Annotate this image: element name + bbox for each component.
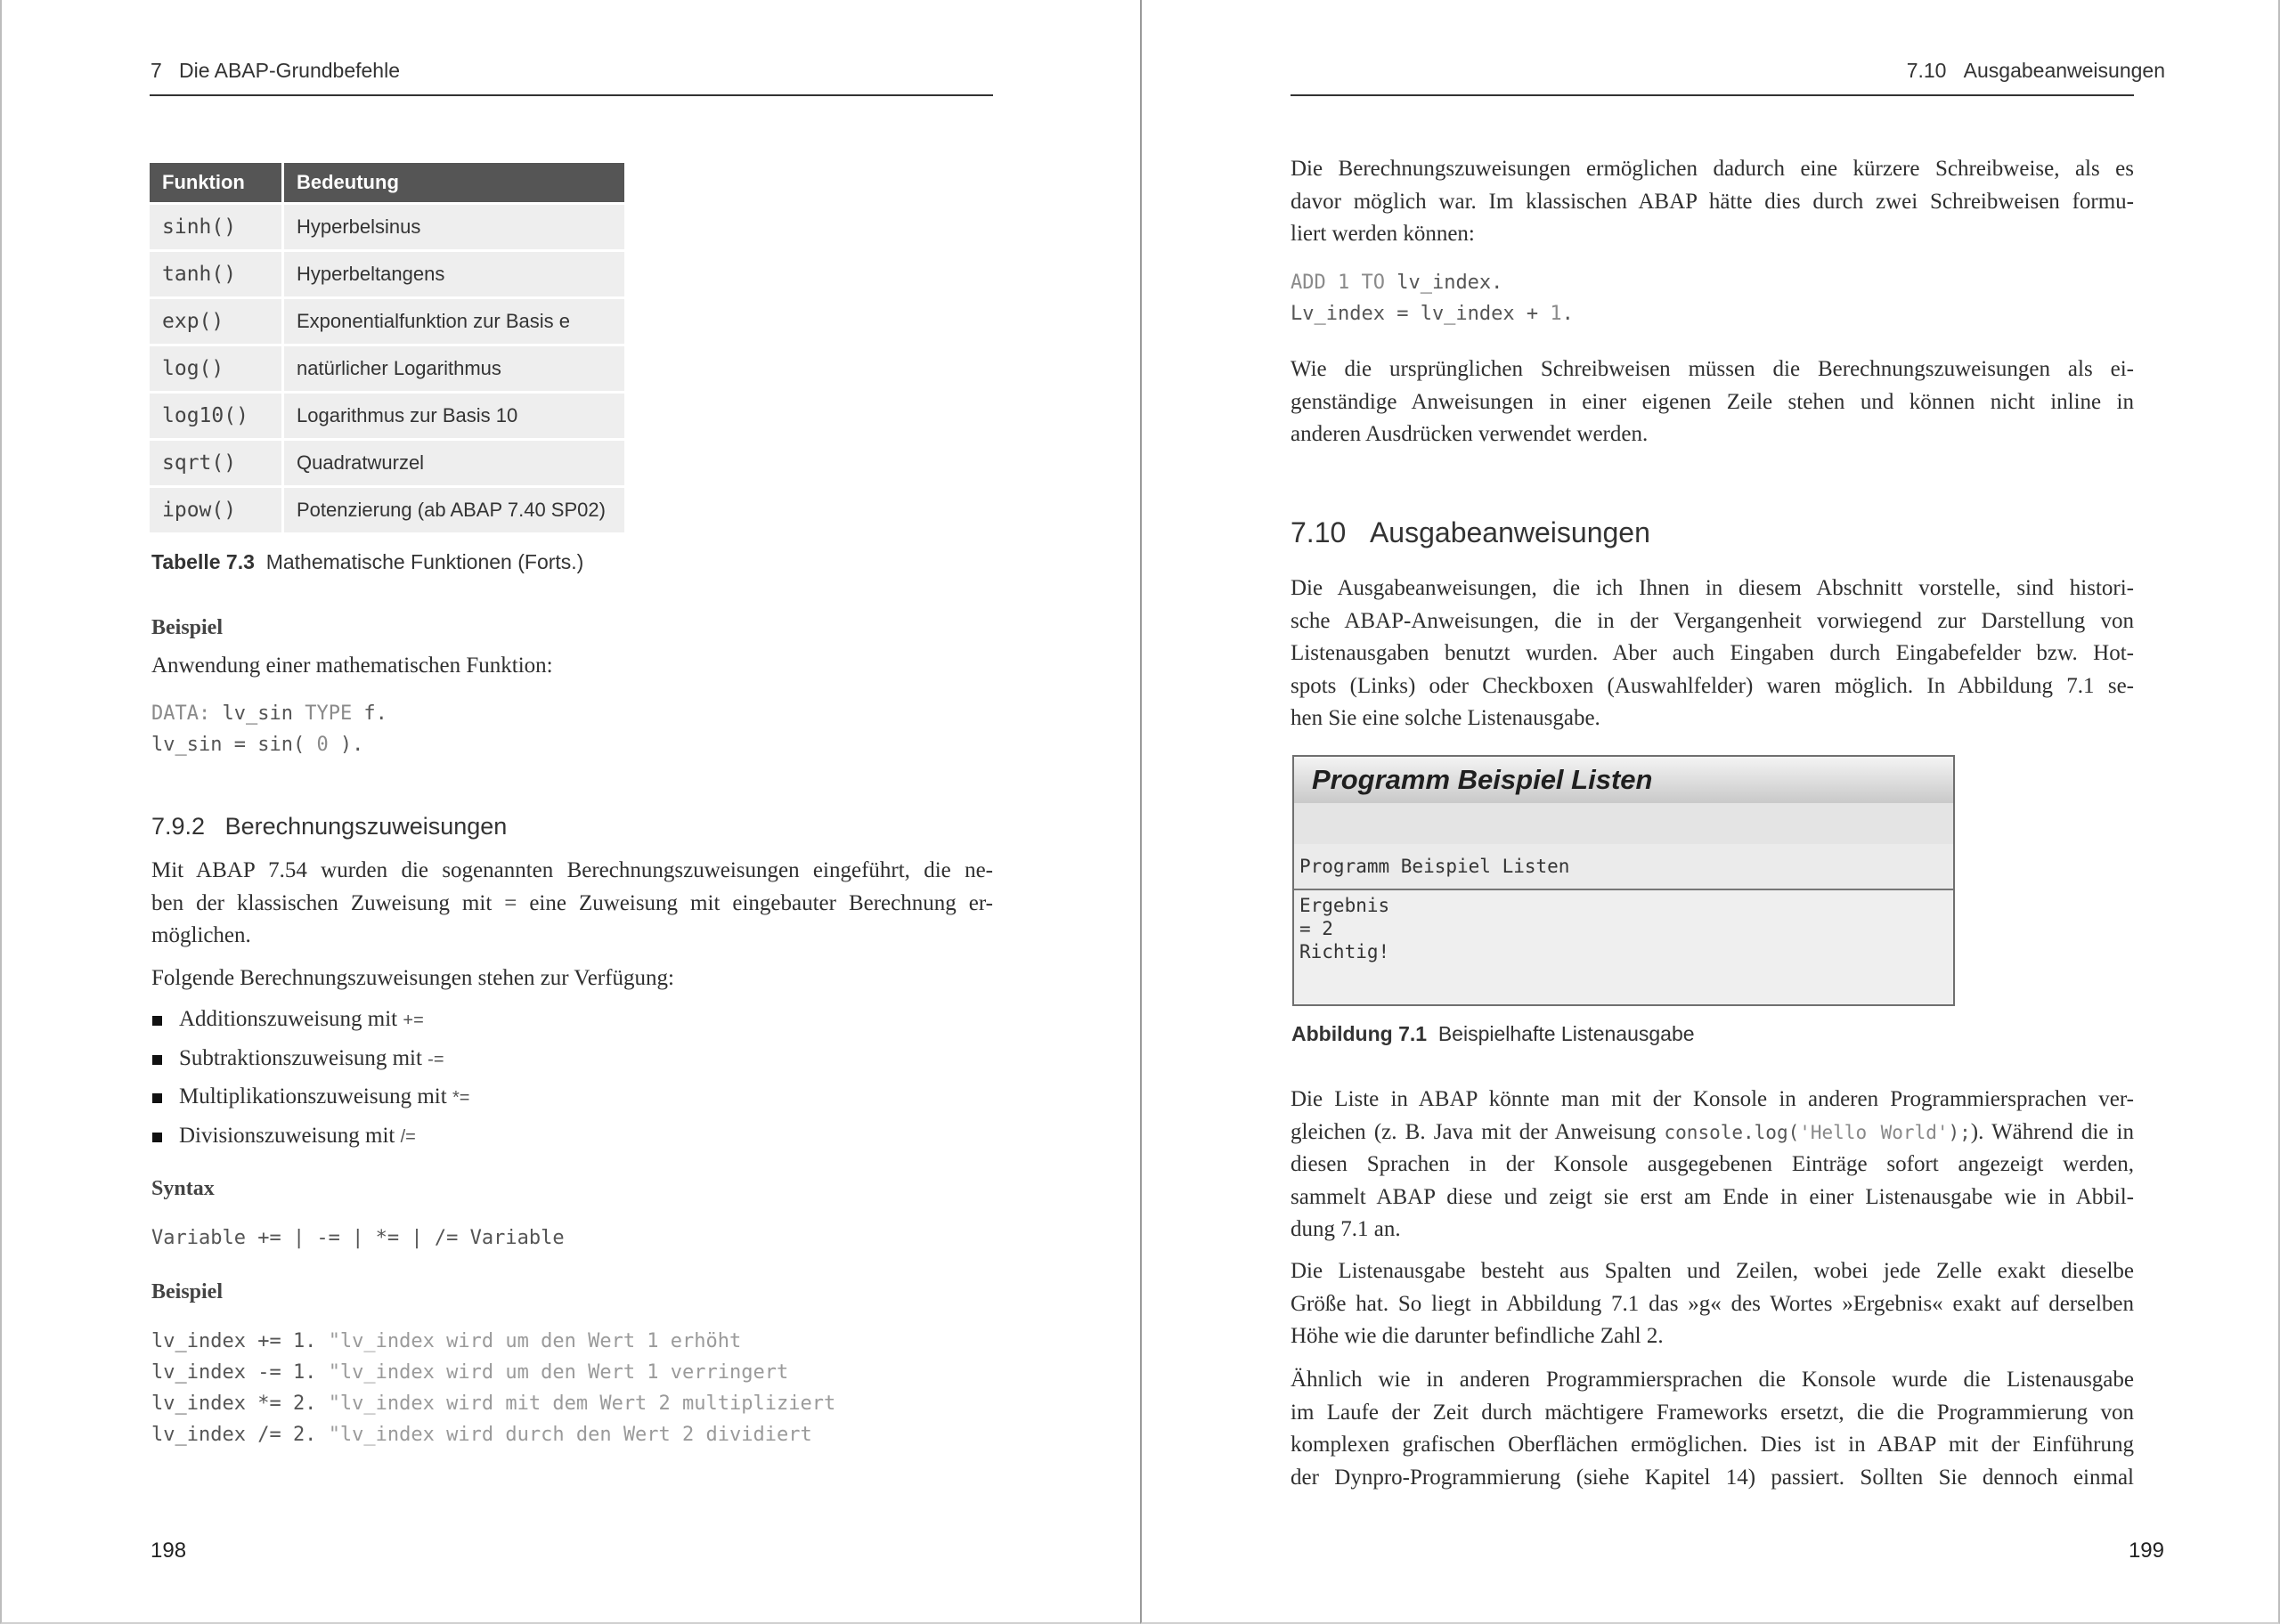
table-row — [150, 299, 624, 344]
text-line: im Laufe der Zeit durch mächtigere Frameworks ersetzt, die die Programmierung von — [1291, 1400, 2134, 1425]
code-line — [151, 1388, 835, 1419]
syntax-heading: Syntax — [151, 1177, 215, 1200]
list-item — [151, 1007, 469, 1046]
inline-code-text: console.log( — [1664, 1121, 1800, 1143]
chapter-title: Die ABAP-Grundbefehle — [178, 59, 401, 82]
example2-heading: Beispiel — [151, 1280, 224, 1303]
code-text: f. — [352, 702, 387, 725]
text-line: genständige Anweisungen in einer eigenen Zeile stehen und können nicht inline in — [1291, 389, 2134, 414]
paragraph-3 — [1291, 572, 2134, 735]
code-text: lv_index *= 2. — [151, 1393, 329, 1415]
code-line — [151, 1357, 835, 1388]
table-row — [150, 441, 624, 485]
section-heading-7-10 — [1291, 516, 1650, 549]
running-head-left — [151, 59, 400, 83]
text-line: Wie die ursprünglichen Schreibweisen müssen die Berechnungszuweisungen als ei- — [1291, 357, 2134, 381]
inline-code-text: ); — [1948, 1121, 1971, 1143]
table-header-cell: Bedeutung — [284, 163, 624, 202]
table-header-row — [150, 163, 624, 202]
section-number: 7.10 — [1291, 516, 1347, 548]
table-cell: log10() — [150, 394, 281, 438]
section-number: 7.9.2 — [151, 813, 206, 840]
figure-toolbar-band — [1294, 803, 1953, 845]
table-row — [150, 488, 624, 532]
table-cell: Exponentialfunktion zur Basis e — [284, 299, 624, 344]
example-intro-text: Anwendung einer mathematischen Funktion: — [151, 654, 553, 678]
table-caption-text: Mathematische Funktionen (Forts.) — [265, 550, 584, 573]
list-intro-text: Folgende Berechnungszuweisungen stehen zur Verfügung: — [151, 966, 674, 990]
example-heading: Beispiel — [151, 616, 224, 639]
list-item-text: Multiplikationszuweisung mit — [179, 1084, 452, 1108]
table-row — [150, 252, 624, 296]
page-number-left: 198 — [151, 1539, 187, 1563]
list-item-text: Additionszuweisung mit — [179, 1007, 403, 1031]
figure-caption-text: Beispielhafte Listenausgabe — [1437, 1022, 1695, 1045]
figure-title-bar — [1294, 757, 1953, 804]
list-item-operator: -= — [428, 1049, 444, 1069]
code-line — [1291, 298, 1574, 329]
assignment-list — [151, 1007, 469, 1162]
table-row — [150, 205, 624, 249]
code-comment: "lv_index wird um den Wert 1 erhöht — [328, 1330, 742, 1352]
list-item — [151, 1046, 469, 1085]
functions-table — [147, 160, 627, 535]
text-line: Die Ausgabeanweisungen, die ich Ihnen in diesem Abschnitt vorstelle, sind histori- — [1291, 576, 2134, 600]
list-item-operator: += — [403, 1011, 424, 1030]
text-line: sche ABAP-Anweisungen, die in der Vergangenheit vorwiegend zur Darstellung von — [1291, 608, 2134, 633]
list-item-operator: /= — [400, 1126, 416, 1147]
code-text: lv_index /= 2. — [151, 1424, 329, 1446]
text-line: liert werden können: — [1291, 222, 1475, 246]
table-row — [150, 346, 624, 391]
paragraph-5 — [1291, 1255, 2134, 1353]
table-cell: sinh() — [150, 205, 281, 249]
table-cell: Hyperbeltangens — [284, 252, 624, 296]
code-line — [1291, 267, 1574, 298]
inline-code-string: 'Hello World' — [1799, 1121, 1949, 1143]
text-line: davor möglich war. Im klassischen ABAP hätte dies durch zwei Schreibweisen formu- — [1291, 189, 2134, 214]
code-text: ). — [328, 734, 364, 756]
figure-list-header-text: Programm Beispiel Listen — [1299, 856, 1570, 877]
section-title: Ausgabeanweisungen — [1369, 516, 1650, 548]
figure-list-line: Richtig! — [1299, 941, 1390, 962]
text-line: Die Liste in ABAP könnte man mit der Konsole in anderen Programmiersprachen ver- — [1291, 1087, 2134, 1111]
code-text: lv_sin — [210, 702, 305, 725]
running-head-right — [1907, 59, 2165, 83]
paragraph-1 — [1291, 153, 2134, 251]
table-cell: Potenzierung (ab ABAP 7.40 SP02) — [284, 488, 624, 532]
table-cell: Logarithmus zur Basis 10 — [284, 394, 624, 438]
header-rule — [1291, 94, 2134, 96]
text-line: möglichen. — [151, 923, 251, 947]
code-comment: "lv_index wird mit dem Wert 2 multipliziert — [328, 1393, 836, 1415]
table-cell: exp() — [150, 299, 281, 344]
chapter-number: 7 — [151, 59, 162, 82]
text-line: Mit ABAP 7.54 wurden die sogenannten Berechnungszuweisungen eingeführt, die ne- — [151, 858, 993, 882]
text-line: hen Sie eine solche Listenausgabe. — [1291, 706, 1600, 730]
section-title: Berechnungszuweisungen — [224, 813, 508, 840]
text-line: anderen Ausdrücken verwendet werden. — [1291, 422, 1649, 446]
code-comment: "lv_index wird um den Wert 1 verringert — [328, 1361, 789, 1384]
text-line: diesen Sprachen in der Konsole ausgegebenen Einträge sofort angezeigt werden, — [1291, 1152, 2134, 1176]
text-line: Listenausgaben benutzt wurden. Aber auch Eingaben durch Eingabefelder bzw. Hot- — [1291, 641, 2134, 665]
table-cell: ipow() — [150, 488, 281, 532]
code-text: Lv_index = lv_index + — [1291, 303, 1551, 325]
code-text: lv_index -= 1. — [151, 1361, 329, 1384]
table-caption — [151, 550, 583, 574]
figure-caption — [1291, 1022, 1695, 1046]
text-line: Ähnlich wie in anderen Programmiersprachen die Konsole wurde die Listenausgabe — [1291, 1368, 2134, 1392]
text-span: gleichen (z. B. Java mit der Anweisung — [1291, 1119, 1665, 1144]
code-line — [151, 698, 387, 729]
code-text: lv_index += 1. — [151, 1330, 329, 1352]
paragraph-4 — [1291, 1084, 2134, 1246]
figure-list-header — [1294, 844, 1953, 890]
table-cell: log() — [150, 346, 281, 391]
figure-caption-label: Abbildung 7.1 — [1291, 1022, 1428, 1045]
inline-code — [1665, 1122, 1971, 1143]
text-span: ). Während die in — [1970, 1119, 2134, 1144]
code-line — [151, 729, 387, 760]
paragraph-6 — [1291, 1364, 2134, 1494]
code-comment: "lv_index wird durch den Wert 2 dividiert — [328, 1424, 812, 1446]
table-cell: sqrt() — [150, 441, 281, 485]
list-item-operator: *= — [452, 1088, 470, 1108]
figure-list-line: = 2 — [1299, 918, 1333, 939]
example-code-block — [151, 698, 387, 760]
code-text: lv_sin = sin( — [151, 734, 317, 756]
figure-list-line: Ergebnis — [1299, 895, 1390, 916]
list-output-figure — [1292, 755, 1955, 1006]
list-item — [151, 1124, 469, 1163]
code-line — [151, 1419, 835, 1450]
table-row — [150, 394, 624, 438]
section-number: 7.10 — [1906, 59, 1947, 82]
text-line: dung 7.1 an. — [1291, 1217, 1401, 1241]
code-line — [151, 1326, 835, 1357]
table-cell: natürlicher Logarithmus — [284, 346, 624, 391]
table-cell: tanh() — [150, 252, 281, 296]
list-item-text: Subtraktionszuweisung mit — [179, 1045, 428, 1070]
text-line — [1291, 1116, 2134, 1149]
table-cell: Hyperbelsinus — [284, 205, 624, 249]
text-line: Die Listenausgabe besteht aus Spalten und Zeilen, wobei jede Zelle exakt dieselbe — [1291, 1259, 2134, 1283]
code-keyword: TYPE — [305, 702, 353, 725]
header-rule — [150, 94, 993, 96]
list-item — [151, 1084, 469, 1124]
right-page — [1140, 0, 2280, 1624]
code-keyword: DATA: — [151, 702, 211, 725]
code-text: . — [1561, 303, 1574, 325]
text-line: der Dynpro-Programmierung (siehe Kapitel 14) passiert. Sollten Sie dennoch einmal — [1291, 1465, 2134, 1490]
code-number: 0 — [316, 734, 329, 756]
text-line: spots (Links) oder Checkboxen (Auswahlfelder) waren möglich. In Abbildung 7.1 se- — [1291, 673, 2134, 698]
code-keyword: ADD 1 TO — [1291, 272, 1385, 294]
figure-window-title: Programm Beispiel Listen — [1312, 764, 1653, 795]
paragraph-2 — [1291, 353, 2134, 451]
section-heading-7-9-2 — [151, 813, 507, 840]
text-line: komplexen grafischen Oberflächen ermöglichen. Dies ist in ABAP mit der Einführung — [1291, 1433, 2134, 1457]
code-number: 1 — [1550, 303, 1562, 325]
table-caption-label: Tabelle 7.3 — [151, 550, 255, 573]
text-line: Höhe wie die darunter befindliche Zahl 2. — [1291, 1324, 1664, 1348]
code-block-1 — [1291, 267, 1574, 329]
page-number-right: 199 — [2128, 1539, 2164, 1563]
section-title: Ausgabeanweisungen — [1963, 59, 2165, 82]
table-cell: Quadratwurzel — [284, 441, 624, 485]
intro-paragraph — [151, 855, 993, 953]
example2-code-block — [151, 1326, 835, 1450]
table-header-cell: Funktion — [150, 163, 281, 202]
text-line: ben der klassischen Zuweisung mit = eine Zuweisung mit eingebauter Berechnung er- — [151, 890, 993, 915]
text-line: Die Berechnungszuweisungen ermöglichen dadurch eine kürzere Schreibweise, als es — [1291, 157, 2134, 181]
text-line: sammelt ABAP diese und zeigt sie erst am Ende in einer Listenausgabe wie in Abbil- — [1291, 1184, 2134, 1209]
list-item-text: Divisionszuweisung mit — [179, 1123, 401, 1148]
syntax-code: Variable += | -= | *= | /= Variable — [151, 1227, 565, 1249]
text-line: Größe hat. So liegt in Abbildung 7.1 das »g« des Wortes »Ergebnis« exakt auf derselben — [1291, 1291, 2134, 1316]
code-text: lv_index. — [1384, 272, 1503, 294]
